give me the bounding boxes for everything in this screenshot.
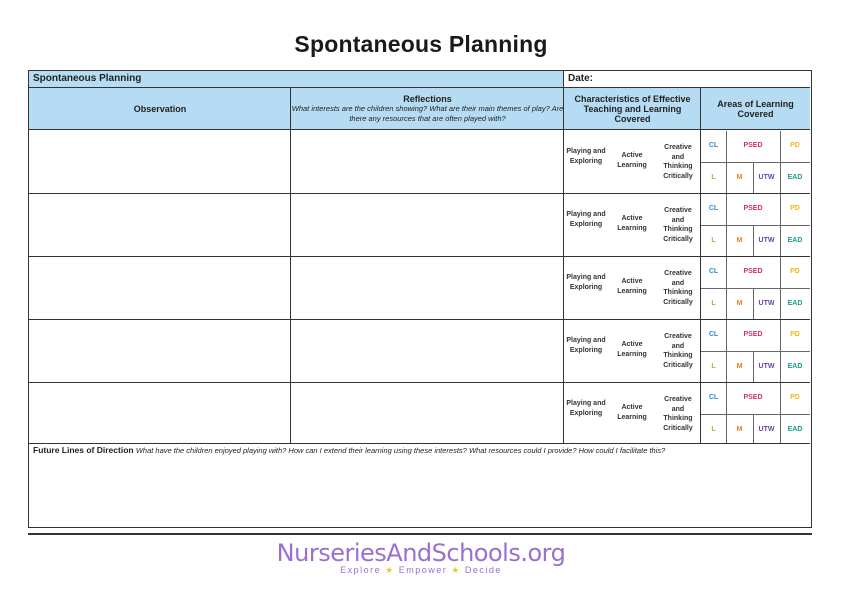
creative-thinking-label: Creative and Thinking Critically bbox=[663, 207, 693, 243]
area-utw: UTW bbox=[758, 300, 775, 307]
characteristics-cell bbox=[564, 194, 701, 256]
area-l: L bbox=[711, 237, 716, 244]
areas-heading: Areas of Learning Covered bbox=[717, 98, 794, 119]
area-cl: CL bbox=[708, 331, 719, 338]
future-lines-section[interactable] bbox=[29, 443, 810, 526]
area-psed: PSED bbox=[743, 142, 763, 149]
footer-rule bbox=[28, 533, 812, 535]
playing-exploring-label: Playing and Exploring bbox=[566, 400, 606, 417]
area-ead: EAD bbox=[787, 426, 803, 433]
active-learning-label: Active Learning bbox=[617, 278, 647, 295]
tagline-decide: Decide bbox=[464, 565, 502, 575]
characteristics-cell bbox=[564, 131, 701, 193]
area-m: M bbox=[736, 300, 743, 307]
future-prompt: What have the children enjoyed playing with? How can I extend their learning using these interests? What resources could I provide? How could I facilitate this? bbox=[135, 446, 666, 455]
area-utw: UTW bbox=[758, 237, 775, 244]
creative-thinking-label: Creative and Thinking Critically bbox=[663, 333, 693, 369]
area-psed: PSED bbox=[743, 331, 763, 338]
characteristics-cell bbox=[564, 257, 701, 319]
areas-cell bbox=[701, 320, 810, 382]
characteristics-cell bbox=[564, 383, 701, 445]
area-cl: CL bbox=[708, 268, 719, 275]
active-learning-label: Active Learning bbox=[617, 341, 647, 358]
creative-thinking-label: Creative and Thinking Critically bbox=[663, 396, 693, 432]
star-icon: ★ bbox=[451, 565, 461, 575]
area-psed: PSED bbox=[743, 394, 763, 401]
area-l: L bbox=[711, 363, 716, 370]
observation-row bbox=[29, 131, 810, 193]
areas-cell bbox=[701, 383, 810, 445]
characteristics-cell bbox=[564, 320, 701, 382]
col-areas bbox=[701, 88, 810, 130]
area-utw: UTW bbox=[758, 363, 775, 370]
area-cl: CL bbox=[708, 142, 719, 149]
area-pd: PD bbox=[790, 142, 800, 149]
area-m: M bbox=[736, 426, 743, 433]
col-observation bbox=[29, 88, 291, 130]
observation-row bbox=[29, 383, 810, 445]
area-ead: EAD bbox=[787, 237, 803, 244]
area-m: M bbox=[736, 237, 743, 244]
area-pd: PD bbox=[790, 268, 800, 275]
area-ead: EAD bbox=[787, 300, 803, 307]
col-reflections bbox=[291, 88, 564, 130]
sheet-label: Spontaneous Planning bbox=[29, 71, 564, 87]
brand-tagline bbox=[0, 565, 842, 576]
area-pd: PD bbox=[790, 205, 800, 212]
star-icon: ★ bbox=[385, 565, 395, 575]
playing-exploring-label: Playing and Exploring bbox=[566, 337, 606, 354]
area-l: L bbox=[711, 174, 716, 181]
area-l: L bbox=[711, 426, 716, 433]
area-pd: PD bbox=[790, 394, 800, 401]
areas-cell bbox=[701, 257, 810, 319]
header-strip bbox=[29, 71, 810, 88]
planning-sheet bbox=[28, 70, 812, 528]
area-l: L bbox=[711, 300, 716, 307]
date-field[interactable]: Date: bbox=[568, 73, 594, 84]
playing-exploring-label: Playing and Exploring bbox=[566, 211, 606, 228]
creative-thinking-label: Creative and Thinking Critically bbox=[663, 144, 693, 180]
area-ead: EAD bbox=[787, 363, 803, 370]
active-learning-label: Active Learning bbox=[617, 404, 647, 421]
brand-logo bbox=[0, 539, 842, 576]
area-utw: UTW bbox=[758, 426, 775, 433]
active-learning-label: Active Learning bbox=[617, 152, 647, 169]
playing-exploring-label: Playing and Exploring bbox=[566, 148, 606, 165]
area-psed: PSED bbox=[743, 205, 763, 212]
area-m: M bbox=[736, 363, 743, 370]
page-title: Spontaneous Planning bbox=[294, 31, 548, 57]
playing-exploring-label: Playing and Exploring bbox=[566, 274, 606, 291]
area-m: M bbox=[736, 174, 743, 181]
observation-row bbox=[29, 194, 810, 256]
tagline-explore: Explore bbox=[340, 565, 382, 575]
observation-row bbox=[29, 320, 810, 382]
reflections-prompt: What interests are the children showing? What are their main themes of play? Are there any resources that are often played with? bbox=[291, 103, 564, 123]
characteristics-heading: Characteristics of Effective Teaching and Learning Covered bbox=[574, 93, 691, 124]
observation-row bbox=[29, 257, 810, 319]
area-utw: UTW bbox=[758, 174, 775, 181]
areas-cell bbox=[701, 131, 810, 193]
future-title: Future Lines of Direction bbox=[33, 445, 134, 455]
brand-name: NurseriesAndSchools.org bbox=[276, 539, 566, 567]
area-cl: CL bbox=[708, 394, 719, 401]
area-ead: EAD bbox=[787, 174, 803, 181]
observation-heading: Observation bbox=[133, 103, 187, 114]
creative-thinking-label: Creative and Thinking Critically bbox=[663, 270, 693, 306]
tagline-empower: Empower bbox=[398, 565, 448, 575]
area-cl: CL bbox=[708, 205, 719, 212]
area-psed: PSED bbox=[743, 268, 763, 275]
area-pd: PD bbox=[790, 331, 800, 338]
active-learning-label: Active Learning bbox=[617, 215, 647, 232]
areas-cell bbox=[701, 194, 810, 256]
col-characteristics bbox=[564, 88, 701, 130]
reflections-heading: Reflections bbox=[403, 93, 452, 104]
